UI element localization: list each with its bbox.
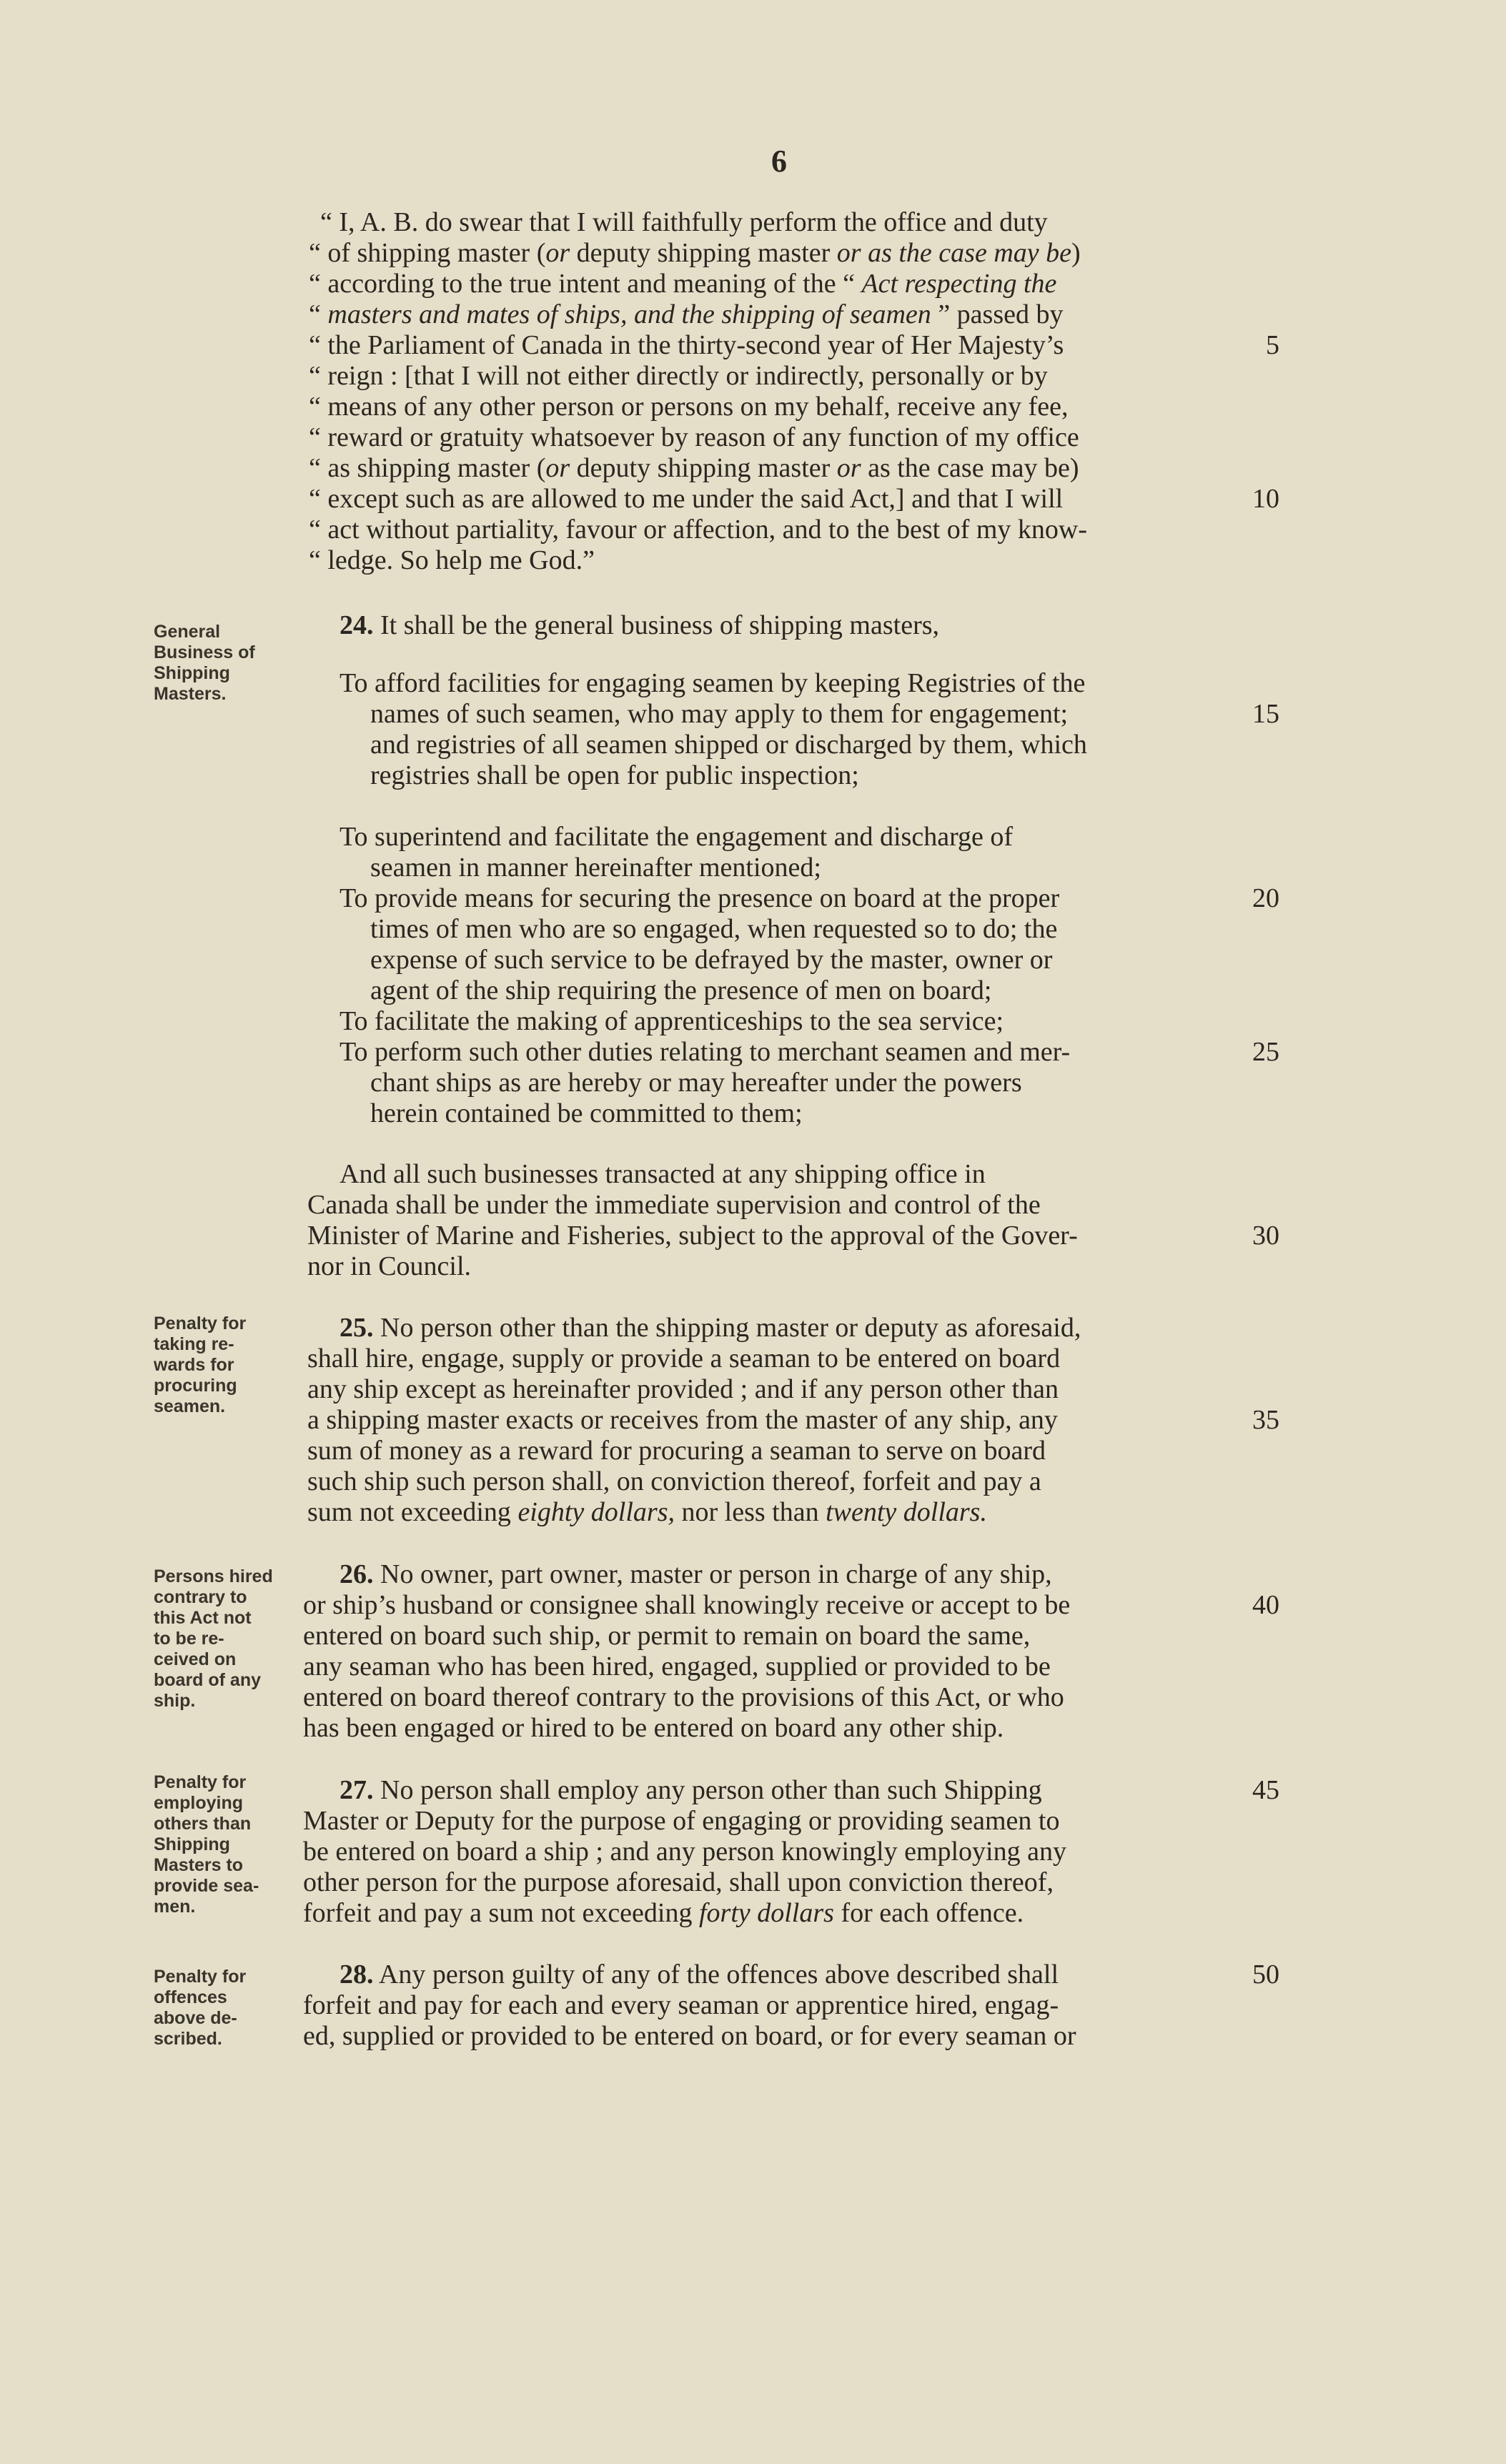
- paragraph-line: And all such businesses transacted at any shipping office in: [340, 1159, 986, 1189]
- paragraph-line: Minister of Marine and Fisheries, subject to the approval of the Gover-: [307, 1221, 1078, 1251]
- paragraph-line: be entered on board a ship ; and any person knowingly employing any: [303, 1837, 1066, 1867]
- page-number: 6: [771, 144, 787, 179]
- margin-note-penalty-employing: Penalty for employing others than Shipping Masters to provide sea- men.: [154, 1772, 259, 1917]
- paragraph-line: To perform such other duties relating to merchant seamen and mer-: [340, 1037, 1071, 1067]
- paragraph-line: herein contained be committed to them;: [370, 1098, 803, 1128]
- section-number: 27.: [340, 1775, 374, 1805]
- oath-line: “ of shipping master (or deputy shipping master or as the case may be): [309, 238, 1081, 268]
- paragraph-line: To afford facilities for engaging seamen by keeping Registries of the: [340, 668, 1086, 698]
- section-28-first-line: 28. Any person guilty of any of the offences above described shall: [340, 1959, 1059, 1989]
- oath-line: “ according to the true intent and meaning of the “ Act respecting the: [309, 269, 1057, 299]
- paragraph-line: ed, supplied or provided to be entered on board, or for every seaman or: [303, 2021, 1076, 2051]
- paragraph-line: shall hire, engage, supply or provide a seaman to be entered on board: [307, 1343, 1061, 1373]
- line-number: 5: [1266, 330, 1279, 360]
- oath-line: “ ledge. So help me God.”: [309, 545, 595, 575]
- oath-line: “ except such as are allowed to me under the said Act,] and that I will: [309, 484, 1064, 514]
- paragraph-line: sum of money as a reward for procuring a seaman to serve on board: [307, 1436, 1046, 1466]
- line-number: 35: [1252, 1405, 1279, 1435]
- paragraph-line: such ship such person shall, on conviction thereof, forfeit and pay a: [307, 1466, 1041, 1496]
- line-number: 20: [1252, 883, 1279, 913]
- section-number: 28.: [340, 1959, 374, 1989]
- section-27-first-line: 27. No person shall employ any person other than such Shipping: [340, 1775, 1042, 1805]
- paragraph-line: forfeit and pay a sum not exceeding forty dollars for each offence.: [303, 1898, 1024, 1928]
- section-number: 25.: [340, 1313, 374, 1343]
- section-24-intro: 24. It shall be the general business of shipping masters,: [340, 610, 940, 640]
- paragraph-line: Master or Deputy for the purpose of engaging or providing seamen to: [303, 1806, 1060, 1836]
- paragraph-line: other person for the purpose aforesaid, shall upon conviction thereof,: [303, 1867, 1054, 1897]
- paragraph-line: forfeit and pay for each and every seaman or apprentice hired, engag-: [303, 1990, 1059, 2020]
- line-number: 15: [1252, 699, 1279, 729]
- oath-line: “ masters and mates of ships, and the shipping of seamen ” passed by: [309, 299, 1064, 329]
- paragraph-line: agent of the ship requiring the presence of men on board;: [370, 975, 992, 1005]
- line-number: 40: [1252, 1590, 1279, 1620]
- paragraph-line: any ship except as hereinafter provided ; and if any person other than: [307, 1374, 1059, 1404]
- paragraph-line: entered on board such ship, or permit to remain on board the same,: [303, 1621, 1031, 1651]
- margin-note-persons-hired: Persons hired contrary to this Act not to be re- ceived on board of any ship.: [154, 1566, 273, 1711]
- section-26-first-line: 26. No owner, part owner, master or person in charge of any ship,: [340, 1559, 1052, 1589]
- paragraph-line: To superintend and facilitate the engagement and discharge of: [340, 822, 1014, 852]
- oath-line: “ the Parliament of Canada in the thirty-second year of Her Majesty’s: [309, 330, 1064, 360]
- line-number: 10: [1252, 484, 1279, 514]
- paragraph-line: any seaman who has been hired, engaged, supplied or provided to be: [303, 1651, 1051, 1681]
- paragraph-line: To provide means for securing the presence on board at the proper: [340, 883, 1060, 913]
- oath-line: “ act without partiality, favour or affection, and to the best of my know-: [309, 515, 1088, 545]
- paragraph-line: has been engaged or hired to be entered on board any other ship.: [303, 1713, 1004, 1743]
- paragraph-line: names of such seamen, who may apply to them for engagement;: [370, 699, 1069, 729]
- line-number: 30: [1252, 1221, 1279, 1251]
- section-25-first-line: 25. No person other than the shipping master or deputy as aforesaid,: [340, 1313, 1081, 1343]
- paragraph-line: or ship’s husband or consignee shall knowingly receive or accept to be: [303, 1590, 1071, 1620]
- line-number: 25: [1252, 1037, 1279, 1067]
- paragraph-line: a shipping master exacts or receives from the master of any ship, any: [307, 1405, 1058, 1435]
- oath-line: “ as shipping master (or deputy shipping master or as the case may be): [309, 453, 1079, 483]
- section-number: 26.: [340, 1559, 374, 1589]
- paragraph-line: sum not exceeding eighty dollars, nor less than twenty dollars.: [307, 1497, 987, 1527]
- oath-line: “ reign : [that I will not either directly or indirectly, personally or by: [309, 361, 1048, 391]
- oath-line: “ reward or gratuity whatsoever by reason of any function of my office: [309, 422, 1079, 452]
- line-number: 50: [1252, 1959, 1279, 1989]
- paragraph-line: chant ships as are hereby or may hereafter under the powers: [370, 1068, 1022, 1098]
- line-number: 45: [1252, 1775, 1279, 1805]
- oath-line: “ means of any other person or persons on my behalf, receive any fee,: [309, 392, 1069, 422]
- paragraph-line: expense of such service to be defrayed by the master, owner or: [370, 945, 1053, 975]
- paragraph-line: registries shall be open for public inspection;: [370, 760, 859, 790]
- section-number: 24.: [340, 610, 374, 640]
- margin-note-penalty-rewards: Penalty for taking re- wards for procuring seamen.: [154, 1313, 247, 1416]
- paragraph-line: times of men who are so engaged, when requested so to do; the: [370, 914, 1058, 944]
- margin-note-penalty-offences: Penalty for offences above de- scribed.: [154, 1967, 247, 2049]
- paragraph-line: To facilitate the making of apprenticeships to the sea service;: [340, 1006, 1004, 1036]
- paragraph-line: seamen in manner hereinafter mentioned;: [370, 853, 821, 883]
- oath-line: “ I, A. B. do swear that I will faithfully perform the office and duty: [320, 207, 1048, 237]
- paragraph-line: entered on board thereof contrary to the provisions of this Act, or who: [303, 1682, 1064, 1712]
- paragraph-line: Canada shall be under the immediate supervision and control of the: [307, 1190, 1041, 1220]
- paragraph-line: and registries of all seamen shipped or discharged by them, which: [370, 730, 1087, 760]
- paragraph-line: nor in Council.: [307, 1251, 472, 1281]
- margin-note-general-business: General Business of Shipping Masters.: [154, 622, 255, 704]
